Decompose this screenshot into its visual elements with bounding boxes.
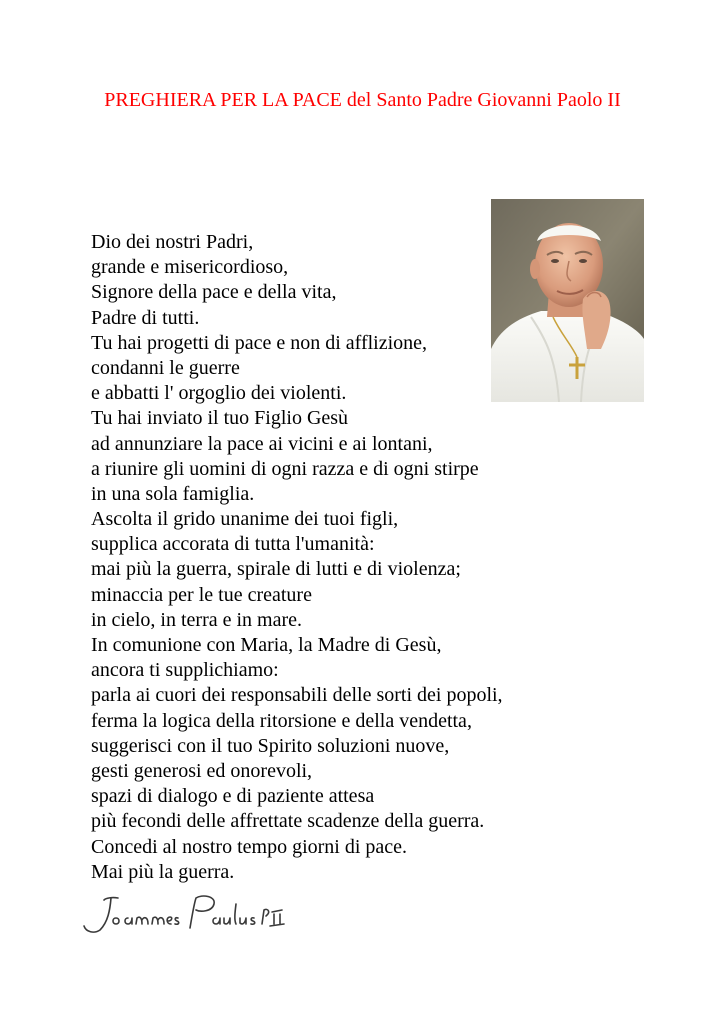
prayer-line: spazi di dialogo e di paziente attesa xyxy=(91,785,375,808)
prayer-line: ancora ti supplichiamo: xyxy=(91,659,279,682)
prayer-line: e abbatti l' orgoglio dei violenti. xyxy=(91,382,347,405)
prayer-line: Tu hai inviato il tuo Figlio Gesù xyxy=(91,407,349,430)
prayer-text xyxy=(91,230,503,885)
prayer-line: Signore della pace e della vita, xyxy=(91,281,337,304)
prayer-line: gesti generosi ed onorevoli, xyxy=(91,759,313,782)
prayer-line: In comunione con Maria, la Madre di Gesù, xyxy=(91,634,442,656)
prayer-line: Padre di tutti. xyxy=(91,306,200,329)
prayer-line: Dio dei nostri Padri, xyxy=(91,231,254,253)
papal-signature xyxy=(78,890,288,938)
prayer-line: minaccia per le tue creature xyxy=(91,583,312,606)
page-title: PREGHIERA PER LA PACE del Santo Padre Giovanni Paolo II xyxy=(104,89,621,111)
prayer-line: in una sola famiglia. xyxy=(91,482,255,505)
prayer-line: in cielo, in terra e in mare. xyxy=(91,608,303,631)
prayer-line: supplica accorata di tutta l'umanità: xyxy=(91,533,375,556)
pope-portrait xyxy=(491,199,644,402)
prayer-line: parla ai cuori dei responsabili delle sorti dei popoli, xyxy=(91,684,503,707)
prayer-line: a riunire gli uomini di ogni razza e di ogni stirpe xyxy=(91,457,479,480)
prayer-line: Ascolta il grido unanime dei tuoi figli, xyxy=(91,508,399,531)
prayer-line: Tu hai progetti di pace e non di afflizione, xyxy=(91,331,428,354)
prayer-line: più fecondi delle affrettate scadenze della guerra. xyxy=(91,810,485,833)
prayer-line: ad annunziare la pace ai vicini e ai lontani, xyxy=(91,432,433,455)
prayer-line: condanni le guerre xyxy=(91,356,240,379)
prayer-line: Concedi al nostro tempo giorni di pace. xyxy=(91,835,408,858)
prayer-line: suggerisci con il tuo Spirito soluzioni nuove, xyxy=(91,734,450,757)
prayer-line: grande e misericordioso, xyxy=(91,256,289,279)
prayer-line: mai più la guerra, spirale di lutti e di violenza; xyxy=(91,558,461,581)
prayer-line: ferma la logica della ritorsione e della vendetta, xyxy=(91,709,472,732)
prayer-line: Mai più la guerra. xyxy=(91,860,235,883)
